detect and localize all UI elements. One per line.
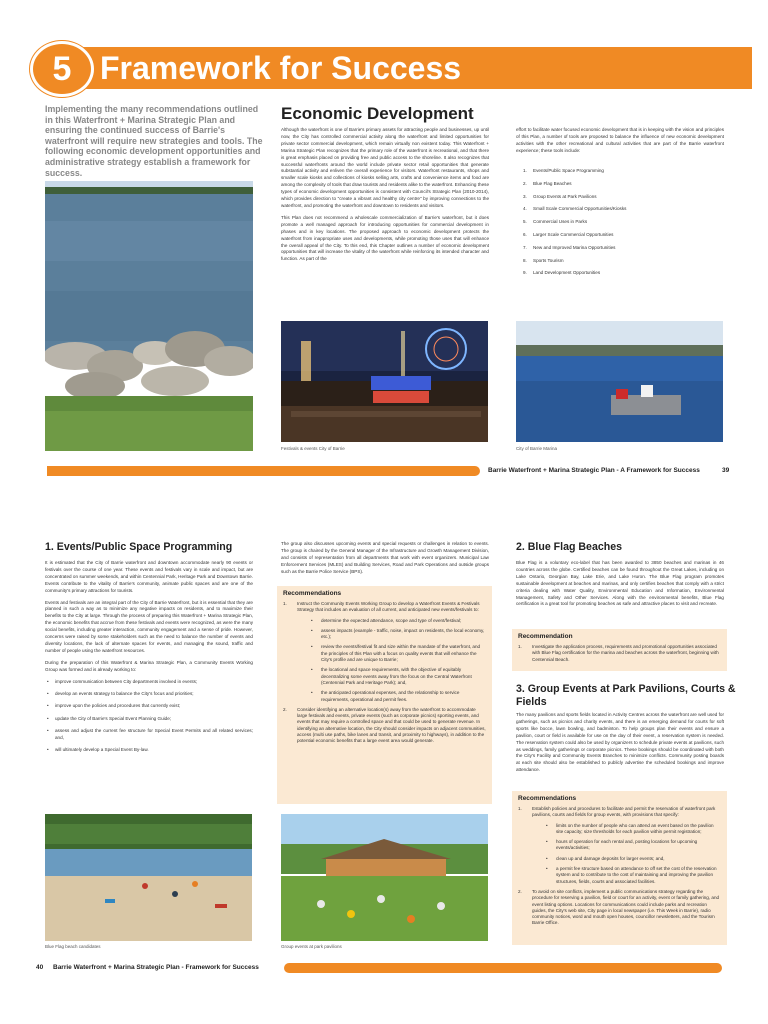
blue-flag-heading: 2. Blue Flag Beaches xyxy=(516,541,622,553)
list-item: 5. Commercial Uses in Parks xyxy=(523,219,588,225)
recommendation-title: Recommendation xyxy=(518,633,573,640)
festival-photo-caption: Festivals & events City of Barrie xyxy=(281,446,345,451)
group-events-recommendations-box xyxy=(512,791,727,945)
blue-flag-paragraph: Blue Flag is a voluntary eco-label that has been awarded to 3850 beaches and marinas in 46 countries across the globe. Certified beaches can be found throughout the Great Lakes, including on Lake Ontario, Georgian Bay, Lake Erie, and Lake Huron. The Blue Flag program promotes sustainable development at beaches and marinas, and only certifies beaches that comply with a strict criteria dealing with Water Quality, Environmental Education and Information, Environmental Management, Safety and Other Services. Along with the environmental benefits, Blue Flag certification is a great tool for promoting beaches as safe and attractive places to visit and recreate. xyxy=(516,560,724,607)
chapter-intro: Implementing the many recommendations outlined in this Waterfront + Marina Strategic Plan and ensuring the continued success of Barrie's waterfront will require new strategies and tools. The following economic development opportunities and administrative strategy establish a framework for success. xyxy=(45,104,263,178)
list-item: • improve communication between City departments involved in events; xyxy=(45,679,253,685)
econ-column-1 xyxy=(281,127,489,268)
econ-paragraph: This Plan does not recommend a wholescale commercialization of Barrie's waterfront, but it does promote a well managed approach for introducing opportunities for commercial development in phases and in key locations. The proposed approach to economic development protects the waterfront from inappropriate uses and developments, while promoting those uses that will enhance the overall appeal of the City. To this end, this Chapter outlines a number of economic development opportunities that will increase the vitality of the waterfront while reinforcing its intended character and function. As part of the xyxy=(281,214,489,262)
chapter-number: 5 xyxy=(30,41,94,97)
recommendations-title: Recommendations xyxy=(518,795,577,802)
list-item: • the locational and space requirements, with the objective of equitably decentralizing some events away from the focus on the Central Waterfront (Centennial Park and Heritage Park); and, xyxy=(311,667,486,686)
econ-paragraph: effort to facilitate water focused economic development that is in keeping with the vision and principles of this Plan, a number of tools are proposed to balance the influence of new economic development activities with the other recreational and cultural activities that are part of the Barrie waterfront experience; these tools include: xyxy=(516,127,724,153)
blue-flag-recommendation-box xyxy=(512,629,727,671)
pavilion-photo xyxy=(281,814,488,941)
list-item: 4. Small Scale Commercial Opportunities/Kiosks xyxy=(523,206,627,212)
recommendation-item: 1. Instruct the Community Events Working Group to develop a Waterfront Events & Festivals Strategy that includes an evaluation of all current, and anticipated new events/festivals to: • determine the expected attendance, scope and type of event/festival; • assess impacts (example - traffic, noise, impact on residents, the local economy, etc.); • review the events/festival fit and size within the mandate of the waterfront, and the principles of this Plan with a focus on quality events that will enhance the City's profile and are unique to Barrie; • the locational and space requirements, with the objective of equitably decentralizing some events away from the focus on the Central Waterfront (Centennial Park and Heritage Park); and, • the anticipated operational expenses, and the relationship to service requirements, operational and permit fees. xyxy=(283,601,486,703)
list-item: • hours of operation for each rental and, posting locations for upcoming events/activities; xyxy=(546,839,721,852)
list-item: • develop an events strategy to balance the City's focus and priorities; xyxy=(45,691,253,697)
events-text xyxy=(45,560,253,759)
page39-footer-title: Barrie Waterfront + Marina Strategic Plan - A Framework for Success xyxy=(488,467,700,474)
list-item: • limits on the number of people who can attend an event based on the pavilion site capacity; size thresholds for each pavilion within permit registration; xyxy=(546,823,721,836)
events-paragraph: Events and festivals are an integral part of the City of Barrie Waterfront, but it is essential that they are planned in such a way as to minimize any negative impacts on residents, and to maximize their benefits to the City at large. Through the process of preparing this Waterfront + Marina Strategic Plan, the economic benefits that accrue from these festivals and events were recognized, as were the many social benefits, including greater interaction, community engagement and a sense of pride. However, concerns were raised by some stakeholders such as the need to balance the number of events and diversity locations, the lack of alternate spaces for events, and managing the sound, traffic and number of people using the waterfront resources. xyxy=(45,599,253,653)
list-item: • a permit fee structure based on attendance to off set the cost of the reservation system and to contribute to the cost of maintaining and improving the pavilion structures, fields, courts and associated facilities. xyxy=(546,866,721,885)
group-events-heading: 3. Group Events at Park Pavilions, Courts & Fields xyxy=(516,683,736,708)
list-item: 6. Larger Scale Commercial Opportunities xyxy=(523,231,614,237)
list-item: • determine the expected attendance, scope and type of event/festival; xyxy=(311,618,486,624)
list-item: • improve upon the policies and procedures that currently exist; xyxy=(45,703,253,709)
recommendation-item: 2. To avoid on site conflicts, implement a public communications strategy regarding the procedure for reserving a pavilion, field or court for an activity, event or family gathering, and event listing options. Locations for communications could include parks and recreation guides, the City's web site, City page in local newspaper (i.e. This Week in Barrie), radio community notices, word and mouth open houses, councillor newsletters, and the Tourism Barrie Office. xyxy=(518,888,720,926)
econ-paragraph: Although the waterfront is one of Barrie's primary assets for attracting people and businesses, up until now, the City has controlled commercial activity along the waterfront and limited opportunities for private sector commercial development, which remain virtually non existent today. This Waterfront + Marina Strategic Plan recognizes that the primary role of the waterfront is recreational, and that there is great emphasis placed on providing free and public access to the shoreline. It also recognizes that successful waterfronts around the world include private sector retail opportunities that generate substantial activity and enliven the overall experience for visitors. Waterfront restaurants, shops and smaller scale kiosks and collections of kiosks selling arts, crafts and convenience items and food are among the complexity of tools that draw tourists and residents alike to the waterfront. Enhancing these types of economic development opportunities is consistent with Council's Strategic Plan (2010-2014), which provides direction to "create a vibrant and healthy city centre" by improving connections to the waterfront, and promoting the waterfront and downtown to residents and visitors. xyxy=(281,127,489,208)
working-group-paragraph: The group also discusses upcoming events and special requests or challenges in relation to events. The group is chaired by the General Manager of the Infrastructure and Growth Management Division, and consists of representation from all departments that work with event organizers. Municipal Law Enforcement Services (MLES) and Building Services, Road and Park Operations and outside groups such as the Barrie Police Service (BPS). xyxy=(281,541,489,574)
pavilion-photo-caption: Group events at park pavilions xyxy=(281,944,342,949)
list-item: • clean up and damage deposits for larger events; and, xyxy=(546,856,721,862)
list-item: • review the events/festival fit and size within the mandate of the waterfront, and the principles of this Plan with a focus on quality events that will enhance the City's profile and are unique to Barrie; xyxy=(311,644,486,663)
page40-footer-title: Barrie Waterfront + Marina Strategic Plan - Framework for Success xyxy=(53,964,259,971)
chapter-title: Framework for Success xyxy=(100,50,462,86)
recommendation-item: 2. Consider identifying an alternative location(s) away from the waterfront to accommodate large festivals and events, private events (such as corporate picnics) sporting events, and events that may require a controlled space and that could be used to generate revenue. In identifying an alternative location, the City should consider impacts on adjacent communities, access (multi use paths, bike lanes and transit, and proximity to highways), in addition to the potential economic benefits that a large event area would generate. xyxy=(283,706,486,744)
beach-photo-caption: Blue Flag beach candidates xyxy=(45,944,101,949)
marina-photo-caption: City of Barrie Marina xyxy=(516,446,558,451)
page40-page-number: 40 xyxy=(36,964,44,971)
beach-photo xyxy=(45,814,252,941)
recommendation-sublist xyxy=(297,618,486,703)
list-item: • assess impacts (example - traffic, noise, impact on residents, the local economy, etc.); xyxy=(311,628,486,641)
marina-photo xyxy=(516,321,723,442)
events-bullet-list xyxy=(45,679,253,754)
econ-tools-list xyxy=(523,168,723,283)
recommendations-title: Recommendations xyxy=(283,590,342,597)
list-item: 7. New and Improved Marina Opportunities xyxy=(523,244,616,250)
list-item: 3. Group Events at Park Pavilions xyxy=(523,193,597,199)
page40-footer-bar xyxy=(284,963,722,973)
group-events-text xyxy=(516,712,724,779)
list-item: • the anticipated operational expenses, and the relationship to service requirements, operational and permit fees. xyxy=(311,690,486,703)
list-item: • update the City of Barrie's Special Event Planning Guide; xyxy=(45,716,253,722)
working-group-text xyxy=(281,541,489,581)
list-item: 8. Sports Tourism xyxy=(523,257,564,263)
list-item: 1. Events/Public Space Programming xyxy=(523,168,604,173)
lake-rocks-photo xyxy=(45,181,253,451)
economic-development-heading: Economic Development xyxy=(281,104,474,123)
page39-footer-bar xyxy=(47,466,480,476)
recommendation-sublist xyxy=(532,823,721,885)
recommendation-item: 1. Establish policies and procedures to facilitate and permit the reservation of waterfront park pavilions, courts and fields for group events, with provisions that specify: • limits on the number of people who can attend an event based on the pavilion site capacity; size thresholds for each pavilion within permit registration; • hours of operation for each rental and, posting locations for upcoming events/activities; • clean up and damage deposits for larger events; and, • a permit fee structure based on attendance to off set the cost of the reservation system and to contribute to the cost of maintaining and improving the pavilion structures, fields, courts and associated facilities. xyxy=(518,806,721,885)
events-heading: 1. Events/Public Space Programming xyxy=(45,541,233,553)
blue-flag-text xyxy=(516,560,724,613)
recommendation-item: 1. Investigate the application process, requirements and promotional opportunities associated with Blue Flag certification for the marina and beaches across the waterfront, beginning with Centennial Beach. xyxy=(518,644,719,662)
events-paragraph: During the preparation of this Waterfront & Marina Strategic Plan, a Community Events Working Group was formed and is already working to: xyxy=(45,659,253,672)
page39-page-number: 39 xyxy=(722,467,730,474)
group-events-paragraph: The many pavilions and sports fields located in Activity Centres across the waterfront are well used for gatherings, such as picnics and charity events, and there is an emerging demand for courts for soft sports like bocce, lawn bowling, and badminton. To help groups plan their events and ensure a pavilion, court or field is available for use on the day of their event, a reservation system is needed. The reservation system could also be used by organizers to schedule private events at pavilions, such as weddings, family gatherings or corporate picnics. These bookings should be coordinated with both the City's Facility and Community Events Branches to minimize conflicts. Community posting boards at each site should also be established to publicly advertise the scheduled bookings and improve attendance. xyxy=(516,712,724,773)
list-item: • assess and adjust the current fee structure for Special Event Permits and all related services; and, xyxy=(45,728,253,741)
list-item: 2. Blue Flag Beaches xyxy=(523,180,572,186)
festival-photo xyxy=(281,321,488,442)
events-recommendations-box xyxy=(277,586,492,804)
list-item: • will ultimately develop a Special Event By-law. xyxy=(45,747,253,753)
events-paragraph: It is estimated that the City of Barrie waterfront and downtown accommodate nearly 90 events or festivals over the course of one year. These events and festivals vary in scale and impact, but are concentrated on summer weekends, and within Centennial Park, Heritage Park and Downtown Barrie. Events contribute to the vitality of Barrie's community, animate public spaces and are one of the community's primary attractions for tourists. xyxy=(45,560,253,593)
econ-column-2 xyxy=(516,127,724,160)
list-item: 9. Land Development Opportunities xyxy=(523,270,601,276)
